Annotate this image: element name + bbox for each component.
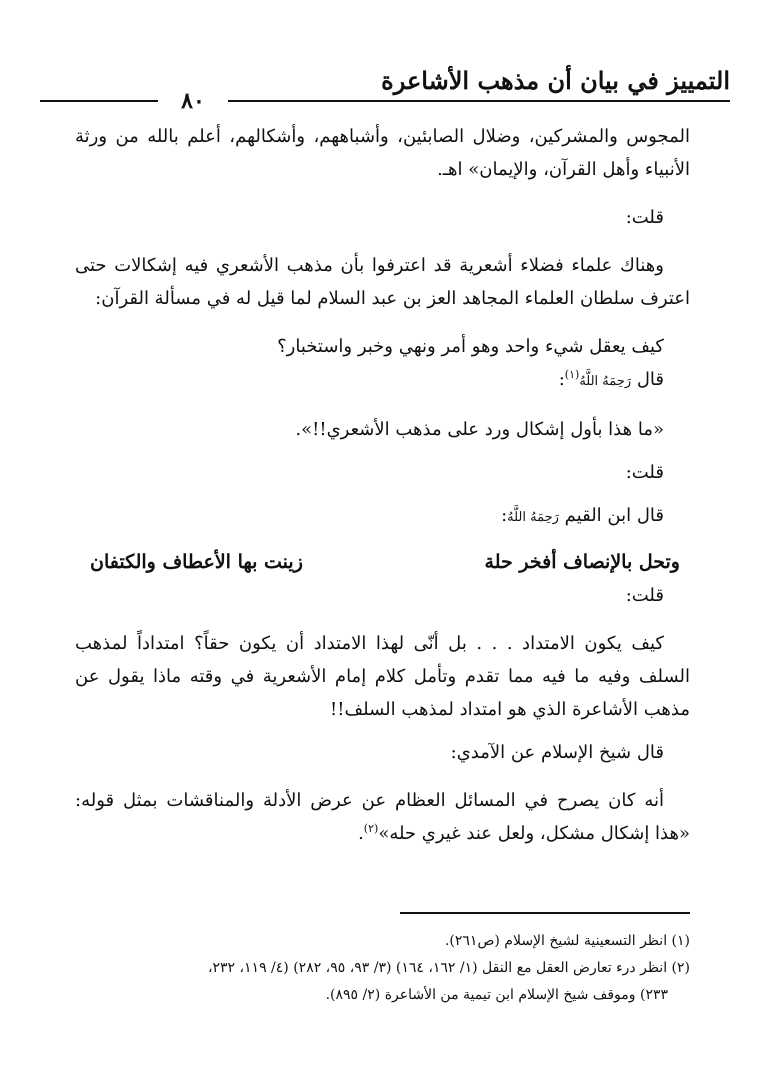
qult-heading-1: قلت: — [625, 207, 664, 228]
qult-heading-3: قلت: — [625, 585, 664, 606]
paragraph-extension: كيف يكون الامتداد . . . بل أنّى لهذا الامتداد أن يكون حقاً؟ امتداداً لمذهب السلف وفيه ما فيه مما تقدم وتأمل كلام إمام الأشعرية في وقته ماذا يقول عن مذهب الأشاعرة الذي هو امتداد لمذهب السلف!! — [75, 633, 690, 720]
header-rule — [40, 100, 730, 102]
ibn-qayyim-line — [75, 499, 690, 534]
footnote-ref-1: (١) — [564, 368, 580, 381]
paragraph-amidi-quote — [75, 784, 690, 850]
honorific-glyph-2: رَحِمَهُ اللَّهُ — [507, 510, 559, 525]
ibn-qayyim-colon: : — [501, 505, 508, 526]
p6-end: . — [358, 823, 364, 844]
paragraph-continuation — [75, 120, 690, 186]
footnote-1: (١) انظر التسعينية لشيخ الإسلام (ص٢٦١). — [444, 933, 690, 949]
header-title: التمييز في بيان أن مذهب الأشاعرة — [381, 66, 730, 95]
footnotes — [75, 928, 690, 1009]
p1-line1: المجوس والمشركين، وضلال الصابئين، وأشباههم، وأشكالهم، أعلم بالله من — [115, 126, 690, 147]
poetry-verse — [75, 546, 690, 579]
p6-line1: أنه كان يصرح في المسائل العظام عن عرض الأدلة والمناقشات بمثل قوله: — [75, 790, 664, 811]
verse-second-hemistich: زينت بها الأعطاف والكتفان — [90, 551, 303, 573]
quote-izz: «ما هذا بأول إشكال ورد على مذهب الأشعري!!». — [295, 419, 664, 440]
qult-heading-2: قلت: — [625, 462, 664, 483]
qal-text: قال — [636, 369, 664, 390]
ibn-qayyim-text: قال ابن القيم — [564, 505, 664, 526]
paragraph-question: كيف يعقل شيء واحد وهو أمر ونهي وخبر واستخبار؟ — [277, 336, 664, 357]
running-header — [40, 60, 730, 114]
honorific-glyph: رَحِمَهُ اللَّهُ — [579, 374, 632, 389]
page-number: ٨٠ — [181, 88, 205, 114]
verse-first-hemistich: وتحل بالإنصاف أفخر حلة — [484, 551, 680, 573]
p1-line2: ورثة الأنبياء وأهل القرآن، والإيمان» اهـ. — [75, 126, 690, 180]
footnote-rule — [400, 912, 690, 914]
page-number-box — [158, 88, 228, 114]
paragraph-amidi: قال شيخ الإسلام عن الآمدي: — [450, 742, 664, 763]
footnote-2-line2: ٢٣٣) وموقف شيخ الإسلام ابن تيمية من الأشاعرة (٢/ ٨٩٥). — [325, 987, 668, 1003]
body-text — [75, 120, 690, 850]
qal-line — [75, 363, 690, 398]
paragraph-scholars: وهناك علماء فضلاء أشعرية قد اعترفوا بأن مذهب الأشعري فيه إشكالات حتى اعترف سلطان العلماء المجاهد العز بن عبد السلام لما قيل له في مسألة القرآن: — [75, 255, 690, 309]
p6-line2: «هذا إشكال مشكل، ولعل عند غيري حله» — [378, 823, 690, 844]
footnote-ref-2: (٢) — [363, 822, 379, 835]
qal-colon: : — [558, 369, 565, 390]
footnote-2-line1: (٢) انظر درء تعارض العقل مع النقل (١/ ١٦٢، ١٦٤) (٣/ ٩٣، ٩٥، ٢٨٢) (٤/ ١١٩، ٢٣٢، — [207, 960, 690, 976]
